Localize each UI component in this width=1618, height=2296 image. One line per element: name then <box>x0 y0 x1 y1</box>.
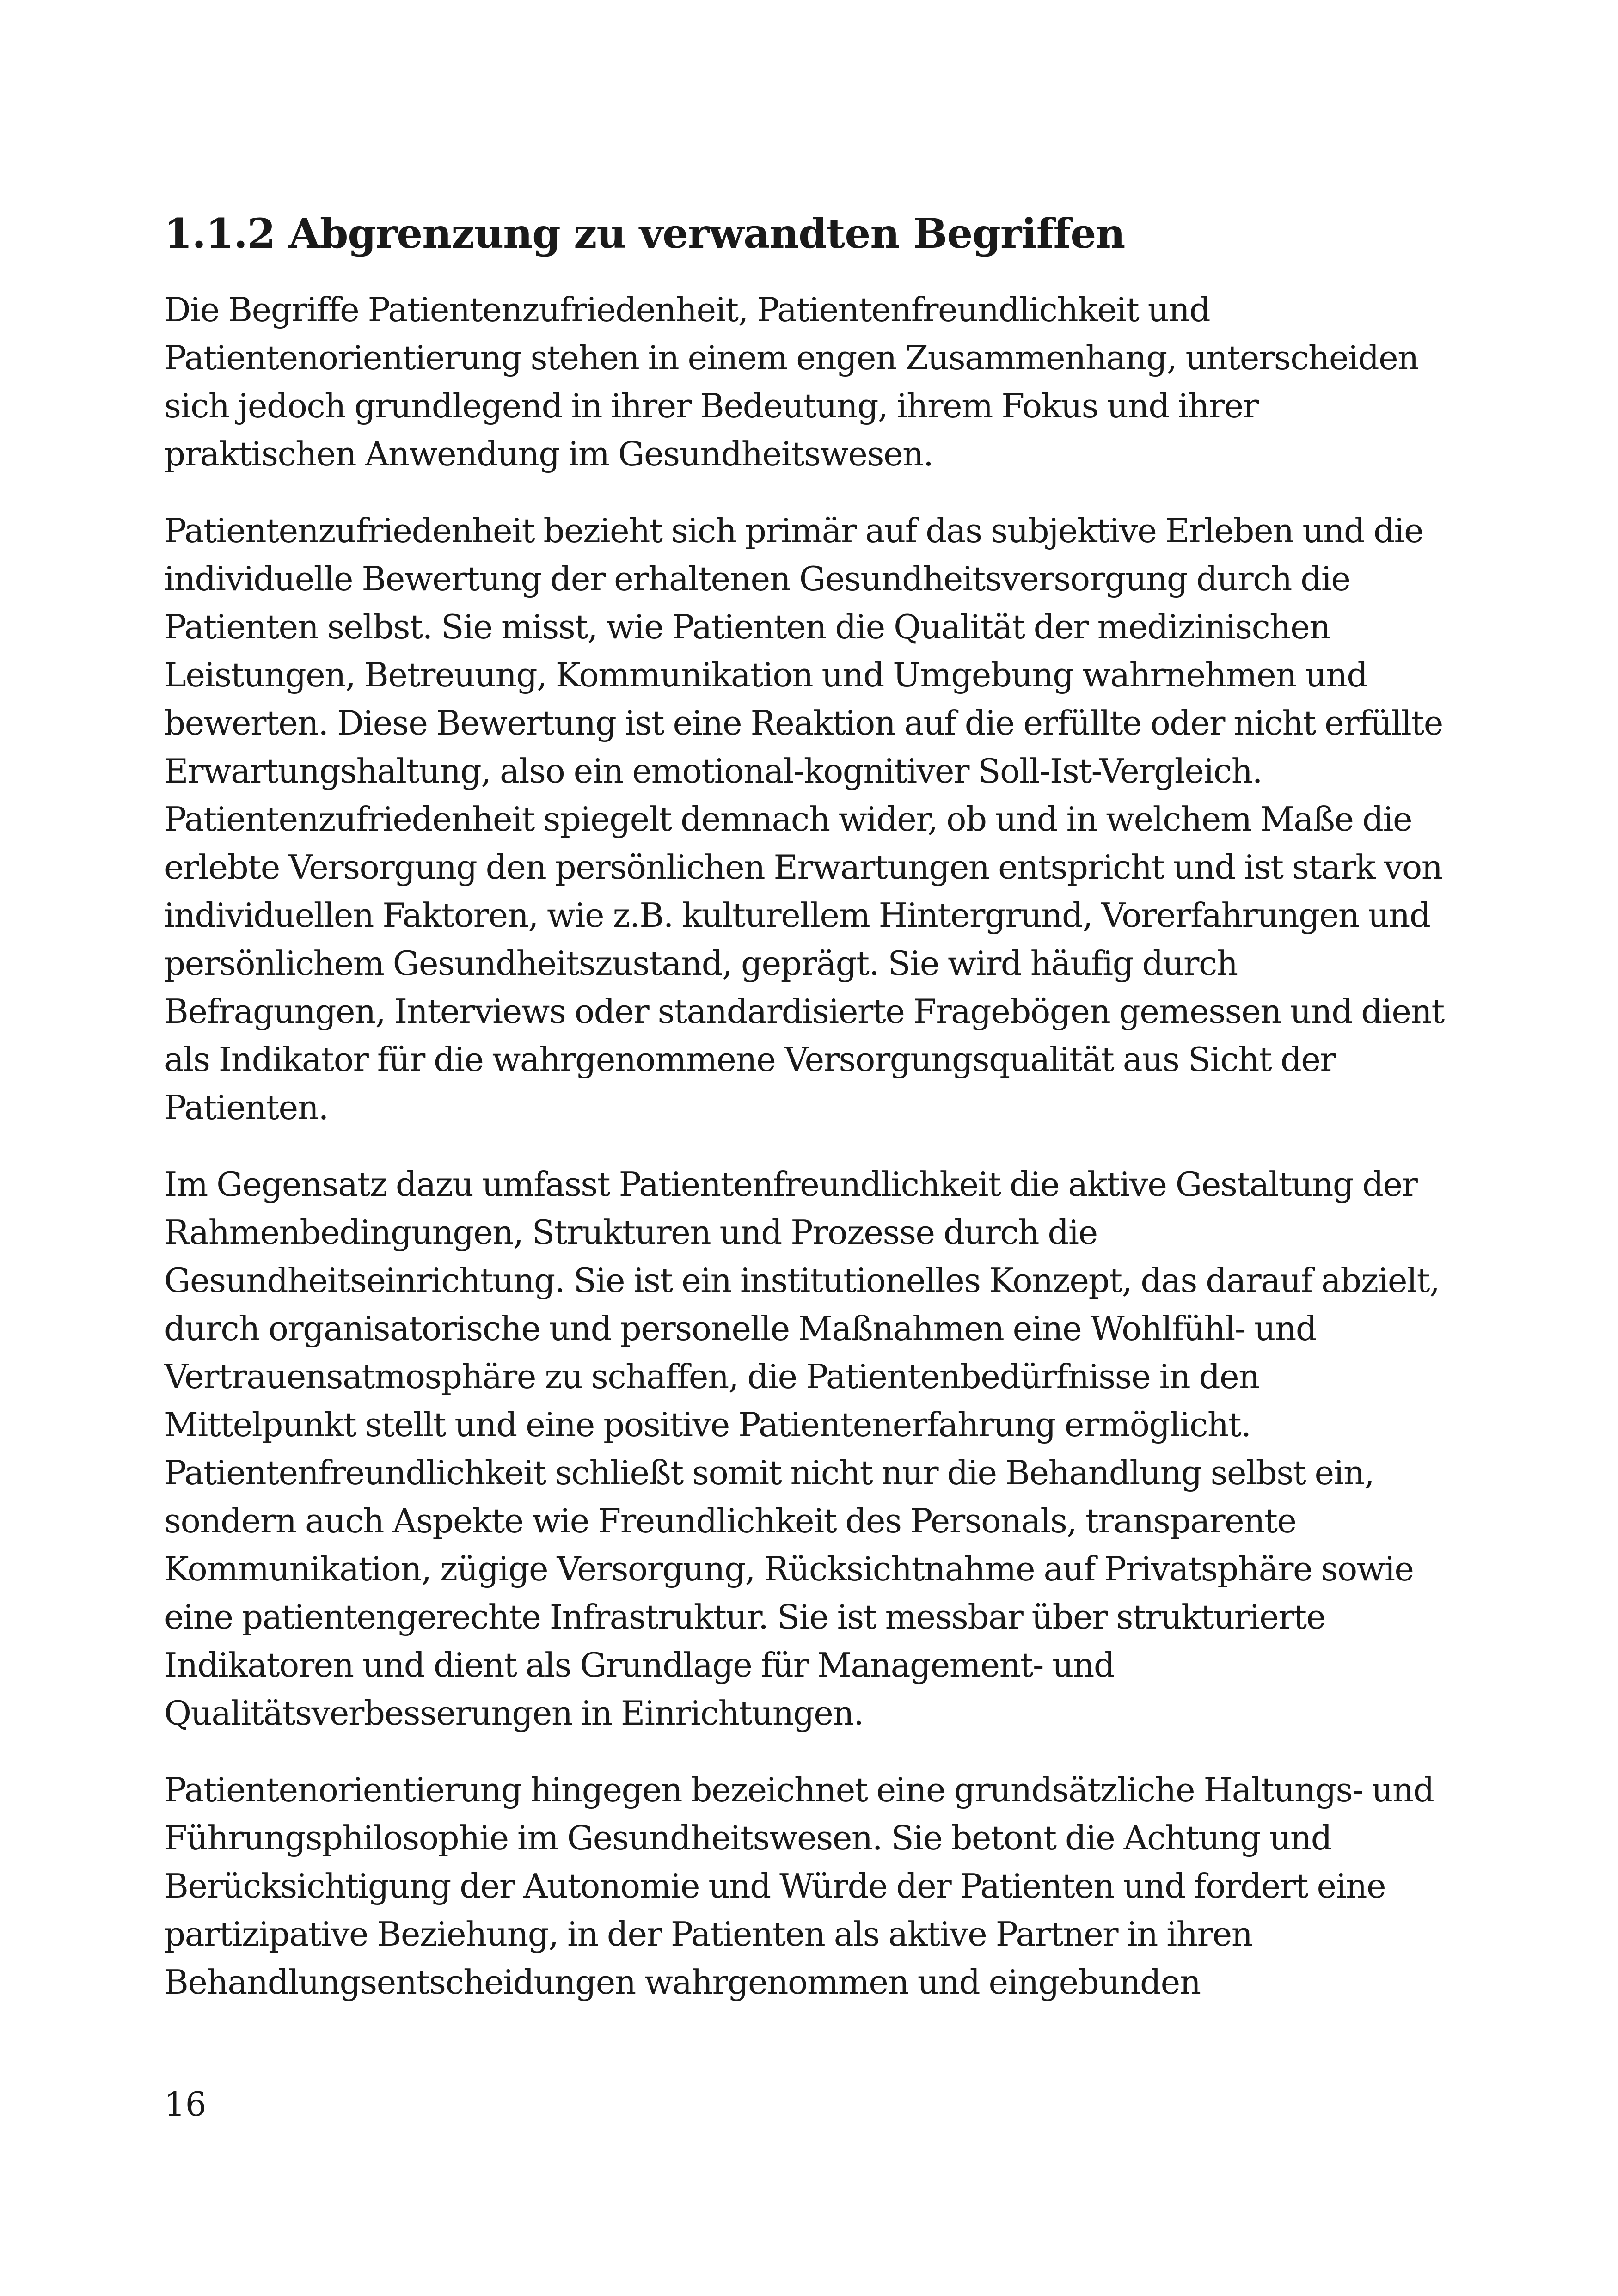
section-heading: 1.1.2 Abgrenzung zu verwandten Begriffen <box>164 209 1125 257</box>
paragraph-patientenzufriedenheit: Patientenzufriedenheit bezieht sich primär auf das subjektive Erleben und die individuelle Bewertung der erhaltenen Gesundheitsversorgung durch die Patienten selbst. Sie misst, wie Patienten die Qualität der medizinischen Leistungen, Betreuung, Kommunikation und Umgebung wahrnehmen und bewerten. Diese Bewertung ist eine Reaktion auf die erfüllte oder nicht erfüllte Erwartungshaltung, also ein emotional-kognitiver Soll-Ist-Vergleich. Patientenzufriedenheit spiegelt demnach wider, ob und in welchem Maße die erlebte Versorgung den persönlichen Erwartungen entspricht und ist stark von individuellen Faktoren, wie z.B. kulturellem Hintergrund, Vorerfahrungen und persönlichem Gesundheitszustand, geprägt. Sie wird häufig durch Befragungen, Interviews oder standardisierte Fragebögen gemessen und dient als Indikator für die wahrgenommene Versorgungsqualität aus Sicht der Patienten. <box>164 511 1444 1127</box>
paragraph-intro: Die Begriffe Patientenzufriedenheit, Patientenfreundlichkeit und Patientenorientierung stehen in einem engen Zusammenhang, unterscheiden sich jedoch grundlegend in ihrer Bedeutung, ihrem Fokus und ihrer praktischen Anwendung im Gesundheitswesen. <box>164 290 1419 473</box>
paragraph-patientenfreundlichkeit: Im Gegensatz dazu umfasst Patientenfreundlichkeit die aktive Gestaltung der Rahmenbedingungen, Strukturen und Prozesse durch die Gesundheitseinrichtung. Sie ist ein institutionelles Konzept, das darauf abzielt, durch organisatorische und personelle Maßnahmen eine Wohlfühl- und Vertrauensatmosphäre zu schaffen, die Patientenbedürfnisse in den Mittelpunkt stellt und eine positive Patientenerfahrung ermöglicht. Patientenfreundlichkeit schließt somit nicht nur die Behandlung selbst ein, sondern auch Aspekte wie Freundlichkeit des Personals, transparente Kommunikation, zügige Versorgung, Rücksichtnahme auf Privatsphäre sowie eine patientengerechte Infrastruktur. Sie ist messbar über strukturierte Indikatoren und dient als Grundlage für Management- und Qualitätsverbesserungen in Einrichtungen. <box>164 1165 1440 1733</box>
page-number: 16 <box>164 2085 207 2124</box>
paragraph-patientenorientierung: Patientenorientierung hingegen bezeichnet eine grundsätzliche Haltungs- und Führungsphilosophie im Gesundheitswesen. Sie betont die Achtung und Berücksichtigung der Autonomie und Würde der Patienten und fordert eine partizipative Beziehung, in der Patienten als aktive Partner in ihren Behandlungsentscheidungen wahrgenommen und eingebunden <box>164 1770 1434 2002</box>
page-body <box>164 203 1459 2006</box>
